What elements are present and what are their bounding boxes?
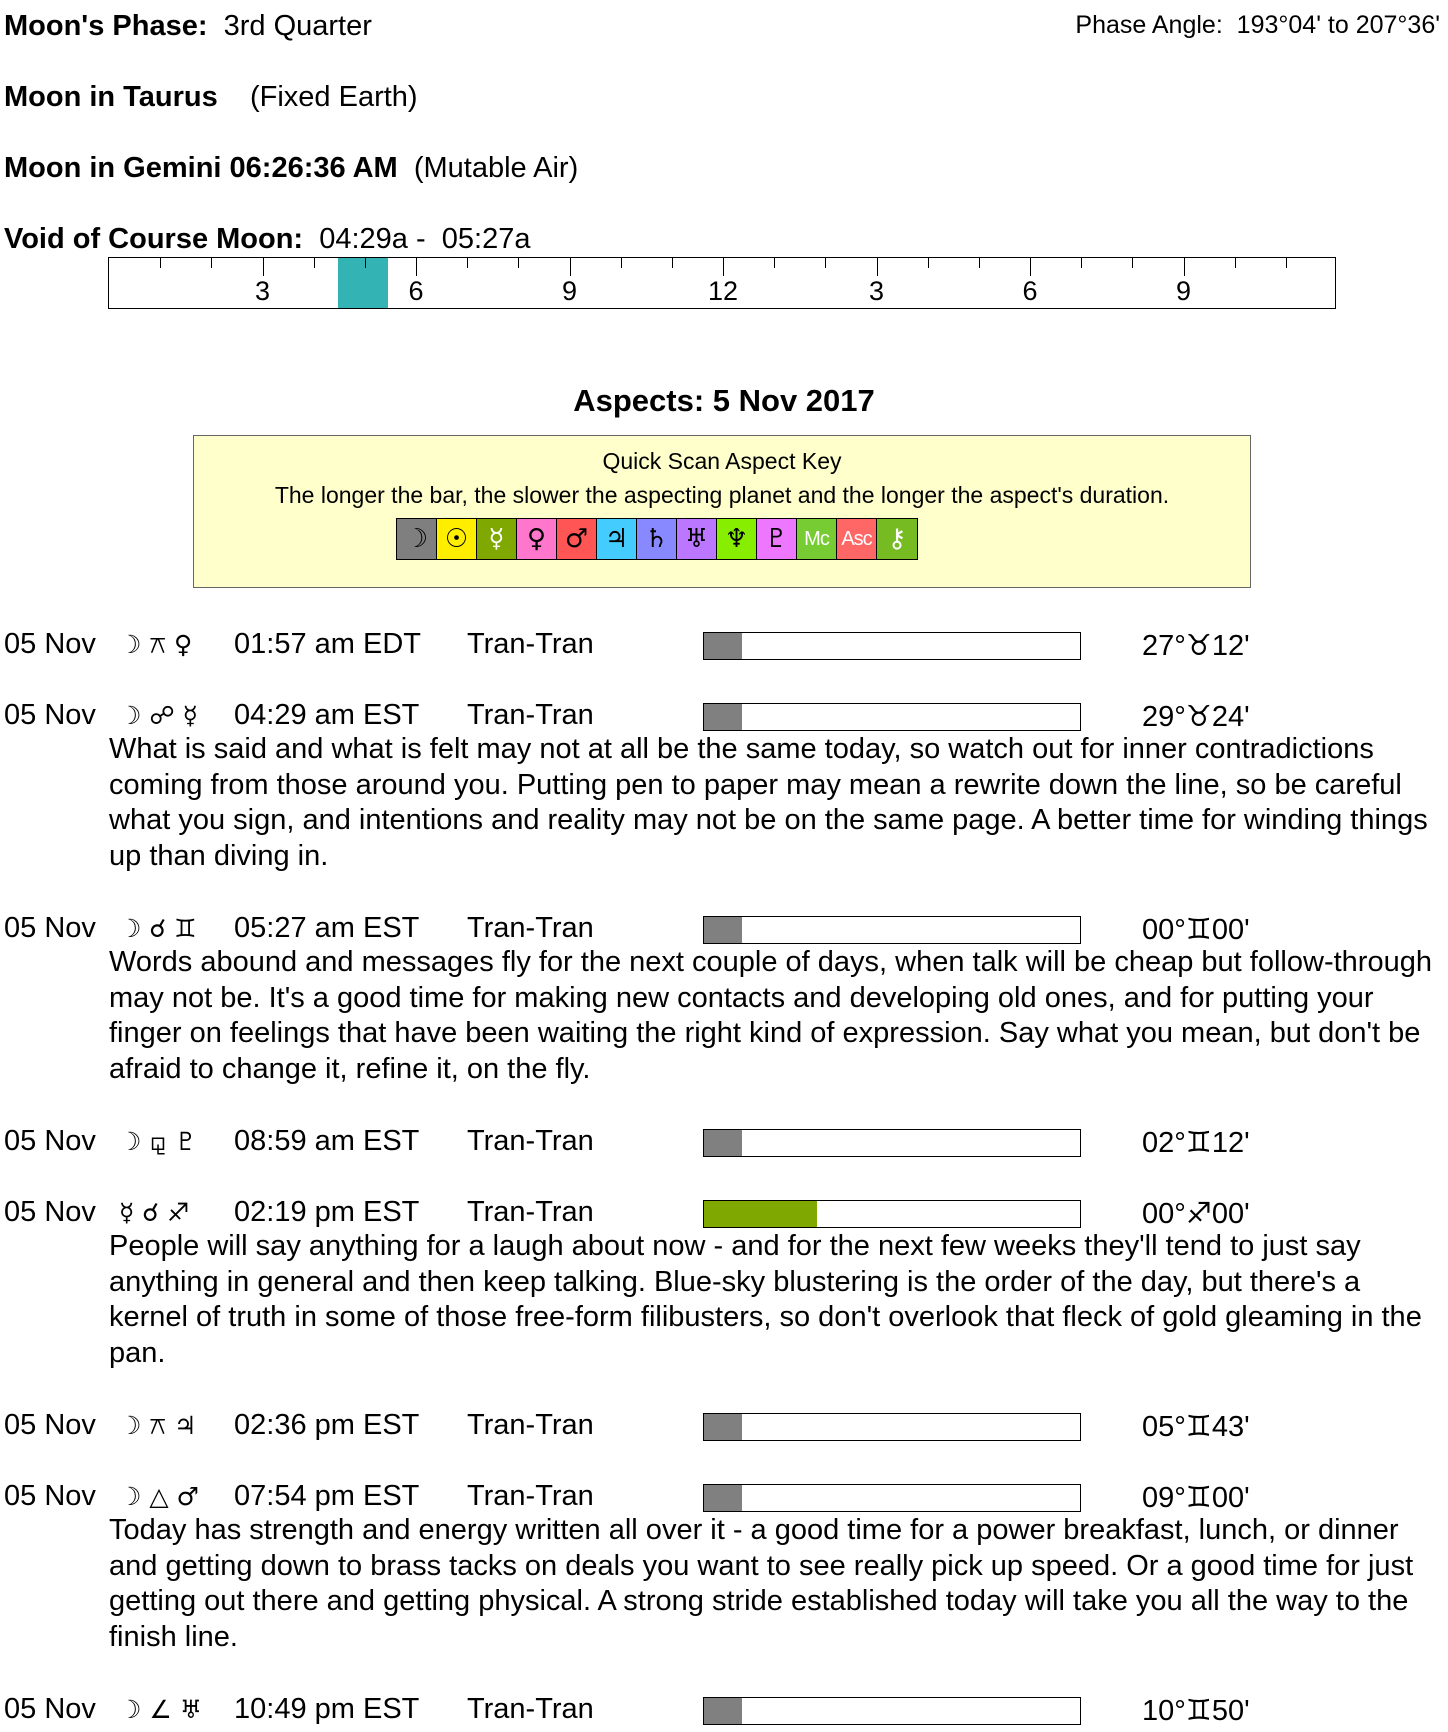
timeline-tick xyxy=(416,258,417,276)
aspect-date: 05 Nov xyxy=(4,1196,96,1228)
moon-ingress-element: (Mutable Air) xyxy=(413,152,579,184)
timeline-tick xyxy=(774,258,775,268)
aspect-time: 02:19 pm EST xyxy=(234,1196,420,1228)
mars-icon: ♂ xyxy=(557,519,597,559)
timeline-tick xyxy=(825,258,826,268)
aspect-duration-bar xyxy=(703,916,1081,944)
aspect-type: Tran-Tran xyxy=(467,628,594,660)
aspect-position: 09°♊00' xyxy=(1142,1482,1250,1514)
timeline-hour-label: 6 xyxy=(408,276,424,306)
timeline-tick xyxy=(570,258,571,276)
ascendant-icon: Asc xyxy=(837,519,877,559)
aspect-glyphs: ☽ ☌ ♊ xyxy=(119,914,197,943)
timeline-tick xyxy=(1081,258,1082,268)
sun-icon: ☉ xyxy=(437,519,477,559)
timeline-tick xyxy=(928,258,929,268)
planet-color-key xyxy=(396,518,918,560)
moon-ingress-label: Moon in Gemini 06:26:36 AM xyxy=(4,152,398,184)
moon-sign-label: Moon in Taurus xyxy=(4,81,218,113)
timeline-tick xyxy=(263,258,264,276)
timeline-tick xyxy=(1132,258,1133,268)
voc-range-fill xyxy=(338,258,387,308)
timeline-hour-label: 6 xyxy=(1022,276,1038,306)
aspect-duration-fill xyxy=(704,704,742,730)
voc-label: Void of Course Moon: xyxy=(4,223,304,255)
aspect-position: 27°♉12' xyxy=(1142,630,1250,662)
midheaven-icon: Mc xyxy=(797,519,837,559)
timeline-hour-label: 3 xyxy=(254,276,271,306)
aspect-type: Tran-Tran xyxy=(467,699,594,731)
uranus-icon: ♅ xyxy=(677,519,717,559)
phase-angle-label: Phase Angle: xyxy=(1075,11,1223,39)
aspect-type: Tran-Tran xyxy=(467,1409,594,1441)
aspect-duration-bar xyxy=(703,1200,1081,1228)
aspect-glyphs: ☽ ⚼ ♇ xyxy=(119,1127,197,1156)
timeline-tick xyxy=(877,258,878,276)
timeline-hour-label: 3 xyxy=(868,276,885,306)
timeline-hour-label: 9 xyxy=(1175,276,1192,306)
aspect-type: Tran-Tran xyxy=(467,1125,594,1157)
aspect-position: 02°♊12' xyxy=(1142,1127,1250,1159)
aspect-description: Words abound and messages fly for the next couple of days, when talk will be cheap but follow-through may not be. It's a good time for making new contacts and developing old ones, and for putting your finger on feelings that have been waiting the right kind of expression. Say what you mean, but don't be afraid to change it, refine it, on the fly. xyxy=(109,946,1432,1085)
aspect-date: 05 Nov xyxy=(4,1480,96,1512)
aspect-duration-fill xyxy=(704,1698,742,1724)
moon-phase-label: Moon's Phase: xyxy=(4,10,208,42)
voc-end: 05:27a xyxy=(441,223,531,255)
aspect-duration-fill xyxy=(704,1130,742,1156)
aspect-duration-bar xyxy=(703,632,1081,660)
aspect-description: What is said and what is felt may not at all be the same today, so watch out for inner contradictions coming from those around you. Putting pen to paper may mean a rewrite down the line, so be careful what you sign, and intentions and reality may not be on the same page. A better time for winding things up than diving in. xyxy=(109,733,1428,872)
aspect-date: 05 Nov xyxy=(4,1125,96,1157)
aspect-time: 08:59 am EST xyxy=(234,1125,420,1157)
timeline-tick xyxy=(314,258,315,268)
timeline-tick xyxy=(518,258,519,268)
aspect-type: Tran-Tran xyxy=(467,912,594,944)
timeline-tick xyxy=(160,258,161,268)
aspect-glyphs: ☿ ☌ ♐ xyxy=(119,1198,190,1227)
aspect-key-description: The longer the bar, the slower the aspecting planet and the longer the aspect's duration. xyxy=(274,482,1170,508)
aspect-position: 05°♊43' xyxy=(1142,1411,1250,1443)
aspect-duration-fill xyxy=(704,633,742,659)
aspects-title: Aspects: 5 Nov 2017 xyxy=(573,383,875,418)
saturn-icon: ♄ xyxy=(637,519,677,559)
aspect-position: 00°♐00' xyxy=(1142,1198,1250,1230)
aspect-date: 05 Nov xyxy=(4,1693,96,1725)
aspect-description: Today has strength and energy written all over it - a good time for a power breakfast, lunch, or dinner and getting down to brass tacks on deals you want to see really pick up speed. Or a good time for just getting out there and getting physical. A strong stride established today will take you all the way to the finish line. xyxy=(109,1514,1414,1653)
aspect-type: Tran-Tran xyxy=(467,1196,594,1228)
moon-phase-value: 3rd Quarter xyxy=(223,10,372,42)
phase-angle xyxy=(1075,11,1440,40)
aspect-date: 05 Nov xyxy=(4,628,96,660)
aspect-duration-fill xyxy=(704,1201,817,1227)
timeline-hour-label: 12 xyxy=(707,276,739,306)
moon-icon: ☽ xyxy=(397,519,437,559)
pluto-icon: ♇ xyxy=(757,519,797,559)
chiron-icon: ⚷ xyxy=(877,519,917,559)
aspect-time: 05:27 am EST xyxy=(234,912,420,944)
moon-phase-line xyxy=(4,10,372,43)
timeline-tick xyxy=(365,258,366,268)
timeline-tick xyxy=(1184,258,1185,276)
aspect-glyphs: ☽ ☍ ☿ xyxy=(119,701,198,730)
moon-ingress-line xyxy=(4,152,578,185)
aspect-duration-bar xyxy=(703,1484,1081,1512)
timeline-tick xyxy=(979,258,980,268)
timeline-tick xyxy=(211,258,212,268)
aspect-time: 02:36 pm EST xyxy=(234,1409,420,1441)
timeline-tick xyxy=(467,258,468,268)
aspect-time: 07:54 pm EST xyxy=(234,1480,420,1512)
timeline-tick xyxy=(621,258,622,268)
mercury-icon: ☿ xyxy=(477,519,517,559)
aspect-duration-bar xyxy=(703,1129,1081,1157)
voc-start: 04:29a xyxy=(319,223,408,255)
moon-sign-line xyxy=(4,81,418,114)
timeline-hour-label: 9 xyxy=(561,276,578,306)
aspect-time: 10:49 pm EST xyxy=(234,1693,420,1725)
timeline-tick xyxy=(672,258,673,268)
aspect-position: 10°♊50' xyxy=(1142,1695,1250,1727)
aspect-glyphs: ☽ ⚻ ♀ xyxy=(119,630,193,659)
aspect-time: 04:29 am EST xyxy=(234,699,420,731)
moon-sign-element: (Fixed Earth) xyxy=(249,81,418,113)
aspect-duration-bar xyxy=(703,703,1081,731)
aspect-description: People will say anything for a laugh about now - and for the next few weeks they'll tend to just say anything in general and then keep talking. Blue-sky blustering is the order of the day, but there's a kernel of truth in some of those free-form filibusters, so don't overlook that fleck of gold gleaming in the pan. xyxy=(109,1230,1422,1369)
timeline-tick xyxy=(1030,258,1031,276)
aspect-duration-bar xyxy=(703,1697,1081,1725)
venus-icon: ♀ xyxy=(517,519,557,559)
voc-separator: - xyxy=(415,223,426,255)
aspect-key-title: Quick Scan Aspect Key xyxy=(602,448,842,474)
timeline-tick xyxy=(1286,258,1287,268)
aspect-position: 29°♉24' xyxy=(1142,701,1250,733)
aspect-date: 05 Nov xyxy=(4,1409,96,1441)
voc-line xyxy=(4,223,530,256)
aspect-duration-fill xyxy=(704,917,742,943)
aspect-key-box xyxy=(193,435,1251,588)
aspect-glyphs: ☽ ∠ ♅ xyxy=(119,1695,203,1724)
aspect-type: Tran-Tran xyxy=(467,1693,594,1725)
aspect-duration-bar xyxy=(703,1413,1081,1441)
jupiter-icon: ♃ xyxy=(597,519,637,559)
aspect-duration-fill xyxy=(704,1414,742,1440)
aspect-glyphs: ☽ △ ♂ xyxy=(119,1482,199,1511)
aspect-time: 01:57 am EDT xyxy=(234,628,421,660)
timeline-tick xyxy=(1235,258,1236,268)
aspect-glyphs: ☽ ⚻ ♃ xyxy=(119,1411,197,1440)
voc-timeline xyxy=(108,257,1336,309)
aspect-duration-fill xyxy=(704,1485,742,1511)
aspect-type: Tran-Tran xyxy=(467,1480,594,1512)
timeline-tick xyxy=(723,258,724,276)
aspect-date: 05 Nov xyxy=(4,699,96,731)
neptune-icon: ♆ xyxy=(717,519,757,559)
aspect-date: 05 Nov xyxy=(4,912,96,944)
aspect-position: 00°♊00' xyxy=(1142,914,1250,946)
phase-angle-value: 193°04' to 207°36' xyxy=(1236,11,1440,39)
